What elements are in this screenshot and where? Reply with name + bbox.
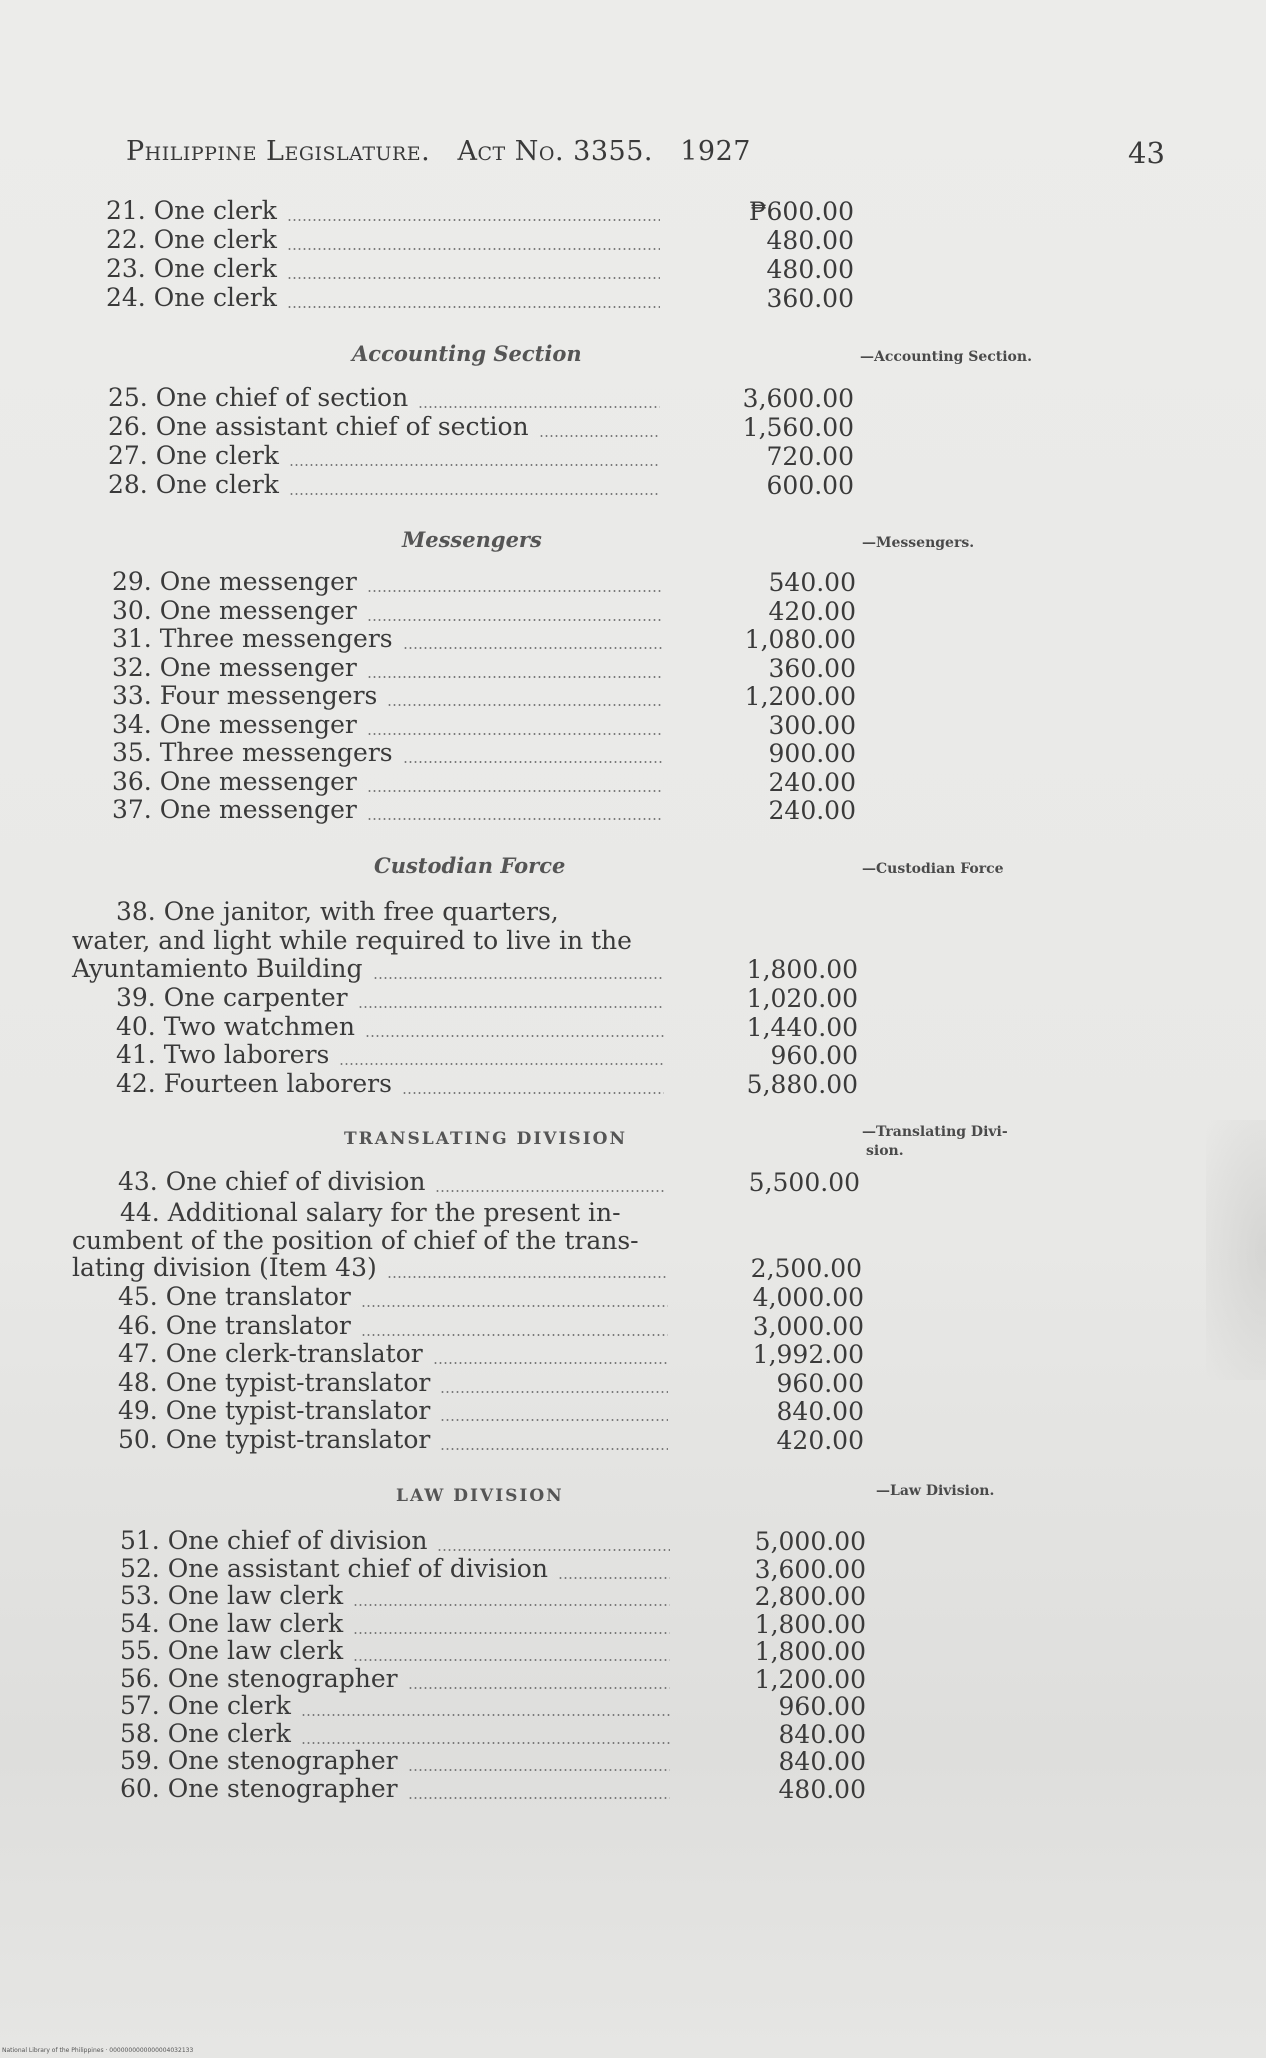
running-title: Philippine Legislature. bbox=[126, 136, 431, 167]
custodian-row-1-label: 40. Two watchmen bbox=[116, 1011, 355, 1041]
messenger-row-3-amount: 360.00 bbox=[768, 653, 856, 683]
translating-row-4-label: 49. One typist-translator bbox=[118, 1396, 431, 1426]
law-row-7-amount: 840.00 bbox=[778, 1719, 866, 1749]
custodian-row-0-leader-dots bbox=[358, 1006, 664, 1008]
messenger-row-1-leader-dots bbox=[367, 619, 662, 621]
clerk-row-2-amount: 480.00 bbox=[766, 255, 854, 284]
law-row-7-leader-dots bbox=[301, 1742, 670, 1744]
law-row-8-label: 59. One stenographer bbox=[120, 1746, 398, 1775]
item-44-line-2: cumbent of the position of chief of the trans- bbox=[72, 1226, 639, 1255]
translating-row-0-leader-dots bbox=[361, 1305, 668, 1307]
messenger-row-8-label: 37. One messenger bbox=[112, 795, 357, 824]
law-row-1-amount: 3,600.00 bbox=[754, 1554, 866, 1584]
clerk-row-2-leader-dots bbox=[287, 277, 660, 279]
item-38-line-3-label: Ayuntamiento Building bbox=[72, 954, 363, 983]
accounting-row-0-leader-dots bbox=[418, 406, 660, 408]
translating-row-2-label: 47. One clerk-translator bbox=[118, 1339, 423, 1369]
translating-row-1-leader-dots bbox=[361, 1334, 668, 1336]
law-row-2-label: 53. One law clerk bbox=[120, 1581, 344, 1610]
translating-margin-note-2: sion. bbox=[866, 1143, 904, 1159]
law-row-4-label: 55. One law clerk bbox=[120, 1636, 344, 1665]
messenger-row-3-label: 32. One messenger bbox=[112, 652, 357, 682]
page-shadow bbox=[1206, 1120, 1266, 1380]
accounting-margin-note: —Accounting Section. bbox=[860, 349, 1032, 365]
law-row-4-amount: 1,800.00 bbox=[754, 1637, 866, 1666]
law-row-8-amount: 840.00 bbox=[778, 1747, 866, 1776]
translating-row-2-leader-dots bbox=[433, 1362, 668, 1364]
accounting-row-2-amount: 720.00 bbox=[766, 442, 854, 471]
translating-row-0-label: 45. One translator bbox=[118, 1282, 351, 1311]
item-44-line-3-amount: 2,500.00 bbox=[750, 1254, 862, 1283]
messenger-row-2-amount: 1,080.00 bbox=[744, 625, 856, 654]
messenger-row-2-label: 31. Three messengers bbox=[112, 624, 393, 653]
messenger-row-5-leader-dots bbox=[367, 733, 662, 735]
accounting-row-3-leader-dots bbox=[289, 493, 660, 495]
messenger-row-7-leader-dots bbox=[367, 790, 662, 792]
translating-row-3-leader-dots bbox=[440, 1391, 668, 1393]
translating-row-3-label: 48. One typist-translator bbox=[118, 1367, 431, 1397]
item-44-line-1: 44. Additional salary for the present in- bbox=[120, 1198, 621, 1227]
translating-row-5-amount: 420.00 bbox=[776, 1426, 864, 1455]
messenger-row-6-leader-dots bbox=[403, 761, 662, 763]
item-38-line-3-amount: 1,800.00 bbox=[746, 955, 858, 984]
messenger-row-1-label: 30. One messenger bbox=[112, 595, 357, 625]
accounting-row-0-amount: 3,600.00 bbox=[742, 384, 854, 413]
custodian-row-0-label: 39. One carpenter bbox=[116, 983, 348, 1012]
custodian-row-3-label: 42. Fourteen laborers bbox=[116, 1068, 392, 1098]
item-43-label: 43. One chief of division bbox=[118, 1167, 426, 1196]
law-row-3-label: 54. One law clerk bbox=[120, 1608, 344, 1638]
messenger-row-3-leader-dots bbox=[367, 676, 662, 678]
law-row-9-label: 60. One stenographer bbox=[120, 1773, 398, 1803]
law-row-4-leader-dots bbox=[353, 1659, 670, 1661]
accounting-row-2-label: 27. One clerk bbox=[108, 441, 279, 470]
translating-row-3-amount: 960.00 bbox=[776, 1368, 864, 1398]
clerk-row-3-label: 24. One clerk bbox=[106, 283, 277, 312]
law-row-0-leader-dots bbox=[437, 1549, 670, 1551]
item-43-leader-dots bbox=[435, 1190, 666, 1192]
custodian-row-3-amount: 5,880.00 bbox=[746, 1069, 858, 1099]
translating-row-1-label: 46. One translator bbox=[118, 1310, 351, 1340]
law-row-0-amount: 5,000.00 bbox=[754, 1527, 866, 1556]
law-row-8-leader-dots bbox=[408, 1769, 670, 1771]
custodian-margin-note: —Custodian Force bbox=[862, 861, 1004, 877]
messengers-margin-note: —Messengers. bbox=[862, 535, 975, 551]
messengers-heading: Messengers bbox=[402, 527, 542, 552]
custodian-force-heading: Custodian Force bbox=[374, 853, 566, 878]
law-row-6-label: 57. One clerk bbox=[120, 1691, 291, 1720]
accounting-row-1-amount: 1,560.00 bbox=[742, 413, 854, 442]
law-row-5-amount: 1,200.00 bbox=[754, 1664, 866, 1694]
translating-row-0-amount: 4,000.00 bbox=[752, 1283, 864, 1312]
accounting-row-1-label: 26. One assistant chief of section bbox=[108, 412, 529, 441]
accounting-row-2-leader-dots bbox=[289, 464, 660, 466]
scan-credit: National Library of the Philippines · 0000000000000004032133 bbox=[2, 2047, 194, 2054]
translating-row-4-leader-dots bbox=[440, 1419, 668, 1421]
accounting-row-1-leader-dots bbox=[539, 435, 660, 437]
custodian-row-0-amount: 1,020.00 bbox=[746, 984, 858, 1013]
messenger-row-1-amount: 420.00 bbox=[768, 596, 856, 626]
messenger-row-8-leader-dots bbox=[367, 818, 662, 820]
header-year: 1927 bbox=[680, 136, 751, 167]
law-row-5-leader-dots bbox=[408, 1687, 670, 1689]
law-division-heading: LAW DIVISION bbox=[396, 1486, 564, 1506]
custodian-row-1-leader-dots bbox=[365, 1035, 664, 1037]
law-row-5-label: 56. One stenographer bbox=[120, 1663, 398, 1693]
page-number: 43 bbox=[1128, 136, 1165, 170]
messenger-row-4-leader-dots bbox=[387, 704, 662, 706]
custodian-row-2-leader-dots bbox=[339, 1063, 664, 1065]
custodian-row-3-leader-dots bbox=[402, 1092, 664, 1094]
messenger-row-6-amount: 900.00 bbox=[768, 739, 856, 768]
translating-division-heading: TRANSLATING DIVISION bbox=[344, 1129, 627, 1149]
law-row-1-label: 52. One assistant chief of division bbox=[120, 1553, 548, 1583]
clerk-row-3-amount: 360.00 bbox=[766, 284, 854, 313]
law-row-7-label: 58. One clerk bbox=[120, 1718, 291, 1748]
item-38-line-3-leader-dots bbox=[373, 977, 662, 979]
messenger-row-7-amount: 240.00 bbox=[768, 767, 856, 797]
law-margin-note: —Law Division. bbox=[876, 1483, 995, 1499]
accounting-row-0-label: 25. One chief of section bbox=[108, 383, 409, 412]
translating-row-2-amount: 1,992.00 bbox=[752, 1340, 864, 1370]
clerk-row-1-leader-dots bbox=[287, 248, 660, 250]
custodian-row-2-amount: 960.00 bbox=[770, 1041, 858, 1070]
law-row-3-amount: 1,800.00 bbox=[754, 1609, 866, 1639]
clerk-row-0-amount: ₱600.00 bbox=[748, 197, 854, 226]
translating-row-5-leader-dots bbox=[440, 1448, 668, 1450]
translating-row-5-label: 50. One typist-translator bbox=[118, 1425, 431, 1454]
running-header bbox=[126, 136, 751, 167]
law-row-6-leader-dots bbox=[301, 1714, 670, 1716]
messenger-row-2-leader-dots bbox=[403, 647, 662, 649]
law-row-2-leader-dots bbox=[353, 1604, 670, 1606]
translating-margin-note-1: —Translating Divi- bbox=[862, 1124, 1008, 1140]
clerk-row-3-leader-dots bbox=[287, 306, 660, 308]
law-row-9-leader-dots bbox=[408, 1797, 670, 1799]
act-number: Act No. 3355. bbox=[457, 136, 653, 167]
clerk-row-0-leader-dots bbox=[287, 219, 660, 221]
law-row-1-leader-dots bbox=[558, 1577, 670, 1579]
messenger-row-8-amount: 240.00 bbox=[768, 796, 856, 825]
messenger-row-0-amount: 540.00 bbox=[768, 568, 856, 597]
law-row-0-label: 51. One chief of division bbox=[120, 1526, 428, 1555]
law-row-2-amount: 2,800.00 bbox=[754, 1582, 866, 1611]
item-38-line-1: 38. One janitor, with free quarters, bbox=[116, 897, 559, 926]
item-38-line-2: water, and light while required to live in the bbox=[72, 926, 632, 955]
law-row-3-leader-dots bbox=[353, 1632, 670, 1634]
accounting-row-3-label: 28. One clerk bbox=[108, 470, 279, 499]
messenger-row-5-amount: 300.00 bbox=[768, 710, 856, 740]
clerk-row-2-label: 23. One clerk bbox=[106, 254, 277, 283]
item-44-line-3-label: lating division (Item 43) bbox=[72, 1253, 377, 1282]
messenger-row-7-label: 36. One messenger bbox=[112, 766, 357, 796]
messenger-row-5-label: 34. One messenger bbox=[112, 709, 357, 739]
messenger-row-0-leader-dots bbox=[367, 590, 662, 592]
law-row-9-amount: 480.00 bbox=[778, 1774, 866, 1804]
clerk-row-1-amount: 480.00 bbox=[766, 226, 854, 255]
accounting-row-3-amount: 600.00 bbox=[766, 471, 854, 500]
translating-row-4-amount: 840.00 bbox=[776, 1397, 864, 1427]
messenger-row-0-label: 29. One messenger bbox=[112, 567, 357, 596]
item-43-amount: 5,500.00 bbox=[748, 1168, 860, 1197]
messenger-row-4-label: 33. Four messengers bbox=[112, 681, 378, 710]
law-row-6-amount: 960.00 bbox=[778, 1692, 866, 1721]
clerk-row-0-label: 21. One clerk bbox=[106, 196, 277, 225]
translating-row-1-amount: 3,000.00 bbox=[752, 1311, 864, 1341]
clerk-row-1-label: 22. One clerk bbox=[106, 225, 277, 254]
custodian-row-1-amount: 1,440.00 bbox=[746, 1012, 858, 1042]
messenger-row-4-amount: 1,200.00 bbox=[744, 682, 856, 711]
messenger-row-6-label: 35. Three messengers bbox=[112, 738, 393, 767]
accounting-section-heading: Accounting Section bbox=[352, 341, 582, 366]
custodian-row-2-label: 41. Two laborers bbox=[116, 1040, 330, 1069]
item-44-line-3-leader-dots bbox=[387, 1276, 666, 1278]
